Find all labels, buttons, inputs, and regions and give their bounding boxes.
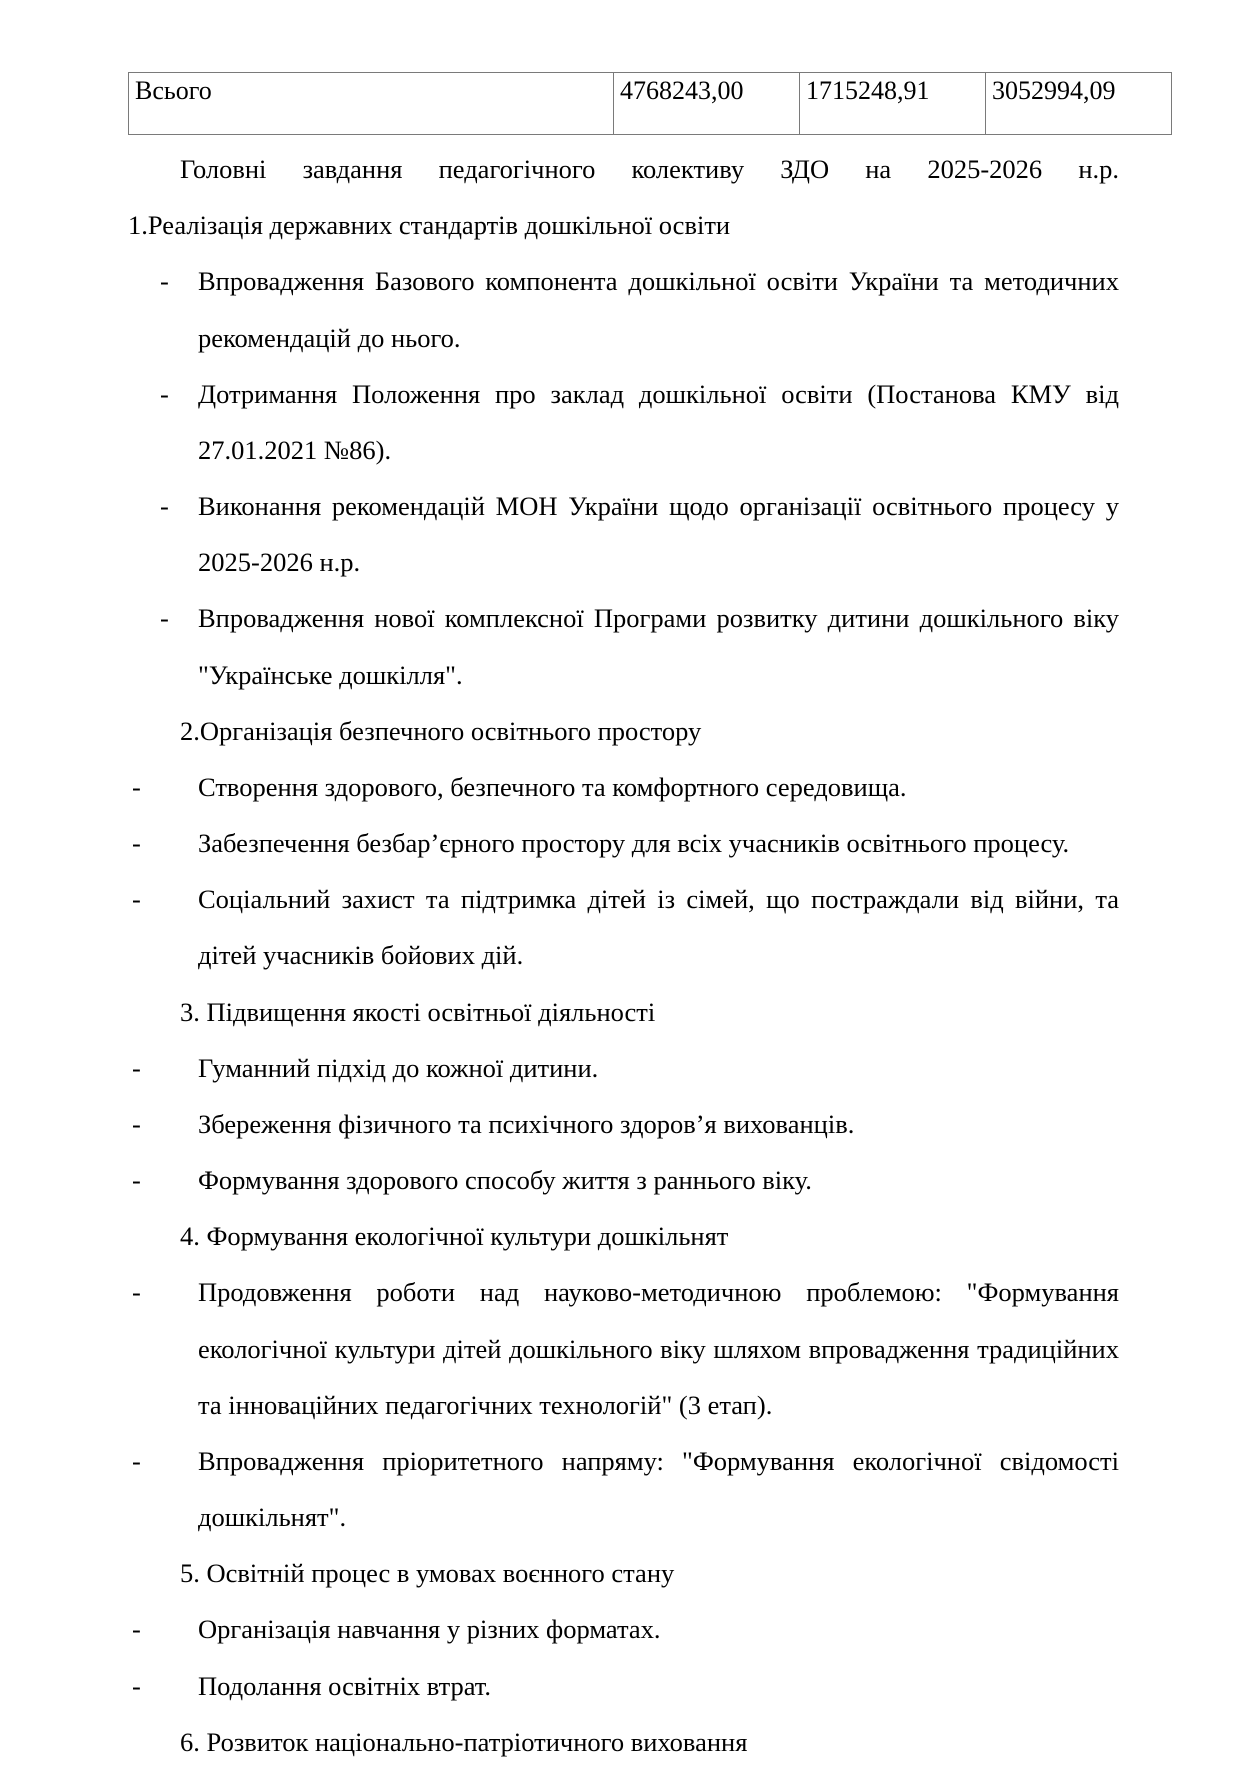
section-heading: 3. Підвищення якості освітньої діяльності xyxy=(180,996,656,1027)
list-item xyxy=(128,1096,1119,1152)
list-item-text: Створення здорового, безпечного та комфортного середовища. xyxy=(198,771,907,802)
table-row xyxy=(129,73,1172,135)
list-item-text: Гуманний підхід до кожної дитини. xyxy=(198,1052,599,1083)
list-item xyxy=(128,1433,1119,1545)
totals-row-label: Всього xyxy=(129,73,614,135)
task-sections xyxy=(128,197,1119,1770)
section-heading: 5. Освітній процес в умовах воєнного стану xyxy=(180,1558,675,1589)
bullet-dash-icon: - xyxy=(132,1052,141,1083)
totals-value-2: 1715248,91 xyxy=(800,73,986,135)
bullet-dash-icon: - xyxy=(160,491,169,522)
list-item xyxy=(128,253,1119,365)
list-item xyxy=(128,366,1119,478)
list-item-text: Збереження фізичного та психічного здоров’я вихованців. xyxy=(198,1108,855,1139)
bullet-dash-icon: - xyxy=(132,1670,141,1701)
list-item xyxy=(128,478,1119,590)
list-item-text: Впровадження Базового компонента дошкільної освіти України та методичних рекомендацій до нього. xyxy=(198,266,1119,353)
bullet-dash-icon: - xyxy=(160,266,169,297)
list-item xyxy=(128,590,1119,702)
document-body xyxy=(128,141,1119,1770)
bullet-dash-icon: - xyxy=(132,1614,141,1645)
list-item-text: Впровадження нової комплексної Програми розвитку дитини дошкільного віку "Українське дошкілля". xyxy=(198,603,1119,690)
section-heading: 4. Формування екологічної культури дошкільнят xyxy=(180,1221,729,1252)
section-heading: 1.Реалізація державних стандартів дошкільної освіти xyxy=(128,210,731,241)
bullet-dash-icon: - xyxy=(132,1165,141,1196)
totals-table-body xyxy=(129,73,1172,135)
list-item xyxy=(128,1152,1119,1208)
list-item xyxy=(128,1658,1119,1714)
list-item-text: Формування здорового способу життя з раннього віку. xyxy=(198,1165,812,1196)
list-item-text: Продовження роботи над науково-методичною проблемою: "Формування екологічної культури дітей дошкільного віку шляхом впровадження традиційних та інноваційних педагогічних технологій" (3 етап). xyxy=(198,1277,1119,1420)
bullet-dash-icon: - xyxy=(132,828,141,859)
bullet-dash-icon: - xyxy=(132,1108,141,1139)
totals-table xyxy=(128,72,1172,135)
bullet-dash-icon: - xyxy=(132,771,141,802)
list-item-text: Соціальний захист та підтримка дітей із сімей, що постраждали від війни, та дітей учасників бойових дій. xyxy=(198,884,1119,971)
bullet-dash-icon: - xyxy=(132,884,141,915)
list-item xyxy=(128,871,1119,983)
list-item-text: Виконання рекомендацій МОН України щодо організації освітнього процесу у 2025-2026 н.р. xyxy=(198,491,1119,578)
totals-value-1: 4768243,00 xyxy=(614,73,800,135)
list-item-text: Впровадження пріоритетного напряму: "Формування екологічної свідомості дошкільнят". xyxy=(198,1445,1119,1533)
bullet-dash-icon: - xyxy=(160,378,169,409)
list-item-text: Організація навчання у різних форматах. xyxy=(198,1614,661,1645)
list-item-text: Дотримання Положення про заклад дошкільної освіти (Постанова КМУ від 27.01.2021 №86). xyxy=(198,378,1119,465)
list-item xyxy=(128,1040,1119,1096)
bullet-dash-icon: - xyxy=(132,1277,141,1308)
section-heading: 2.Організація безпечного освітнього простору xyxy=(180,715,702,746)
list-item xyxy=(128,759,1119,815)
totals-value-3: 3052994,09 xyxy=(986,73,1172,135)
bullet-dash-icon: - xyxy=(132,1445,141,1476)
list-item xyxy=(128,1601,1119,1657)
page-title: Головні завдання педагогічного колективу ЗДО на 2025-2026 н.р. xyxy=(180,154,1119,184)
list-item-text: Забезпечення безбар’єрного простору для всіх учасників освітнього процесу. xyxy=(198,828,1070,859)
list-item xyxy=(128,1264,1119,1433)
bullet-dash-icon: - xyxy=(160,603,169,634)
list-item xyxy=(128,815,1119,871)
section-heading: 6. Розвиток національно-патріотичного виховання xyxy=(180,1726,748,1757)
list-item-text: Подолання освітніх втрат. xyxy=(198,1670,492,1701)
